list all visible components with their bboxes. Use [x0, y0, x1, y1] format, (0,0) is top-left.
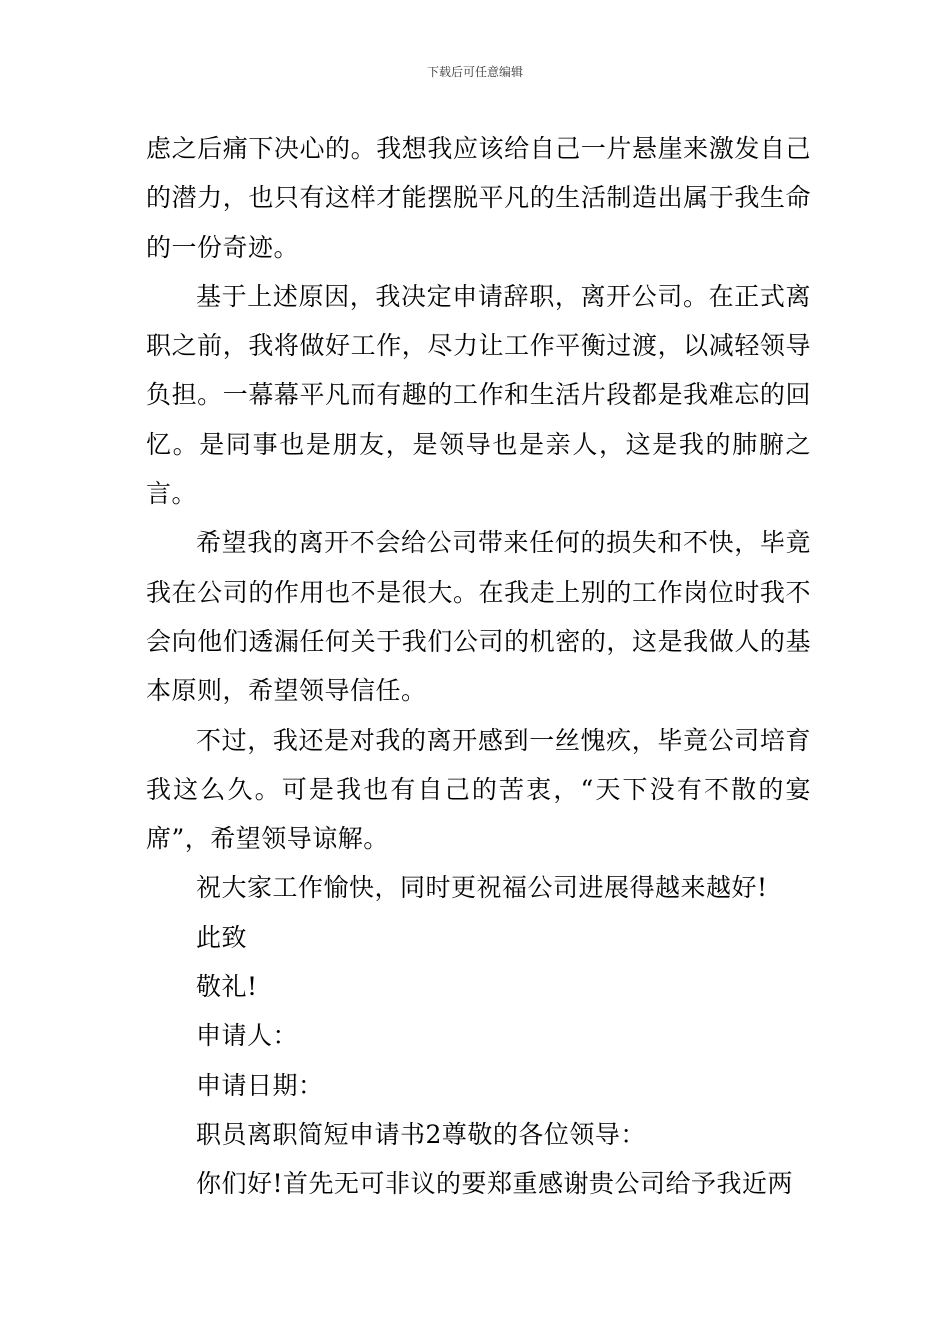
closing-wish: 祝大家工作愉快，同时更祝福公司进展得越来越好!	[196, 873, 768, 903]
paragraph-apology: 不过，我还是对我的离开感到一丝愧疚，毕竟公司培育我这么久。可是我也有自己的苦衷，“天下没有不散的宴席”，希望领导谅解。	[146, 725, 811, 854]
second-letter-title: 职员离职简短申请书2尊敬的各位领导：	[196, 1119, 646, 1149]
application-date-label: 申请日期：	[196, 1070, 324, 1100]
paragraph-reason: 基于上述原因，我决定申请辞职，离开公司。在正式离职之前，我将做好工作，尽力让工作平衡过渡，以减轻领导负担。一幕幕平凡而有趣的工作和生活片段都是我难忘的回忆。是同事也是朋友，是领导也是亲人，这是我的肺腑之言。	[146, 281, 811, 509]
closing-jingli: 敬礼!	[196, 972, 258, 1002]
document-body	[146, 124, 811, 1209]
paragraph-continuation: 虑之后痛下决心的。我想我应该给自己一片悬崖来激发自己的潜力，也只有这样才能摆脱平凡的生活制造出属于我生命的一份奇迹。	[146, 134, 811, 262]
page-header: 下载后可任意编辑	[426, 65, 523, 79]
applicant-label: 申请人：	[196, 1021, 299, 1051]
second-letter-opening: 你们好!首先无可非议的要郑重感谢贵公司给予我近两	[196, 1169, 794, 1199]
closing-cizhi: 此致	[196, 922, 248, 952]
paragraph-confidentiality: 希望我的离开不会给公司带来任何的损失和不快，毕竟我在公司的作用也不是很大。在我走上别的工作岗位时我不会向他们透漏任何关于我们公司的机密的，这是我做人的基本原则，希望领导信任。	[146, 528, 811, 706]
